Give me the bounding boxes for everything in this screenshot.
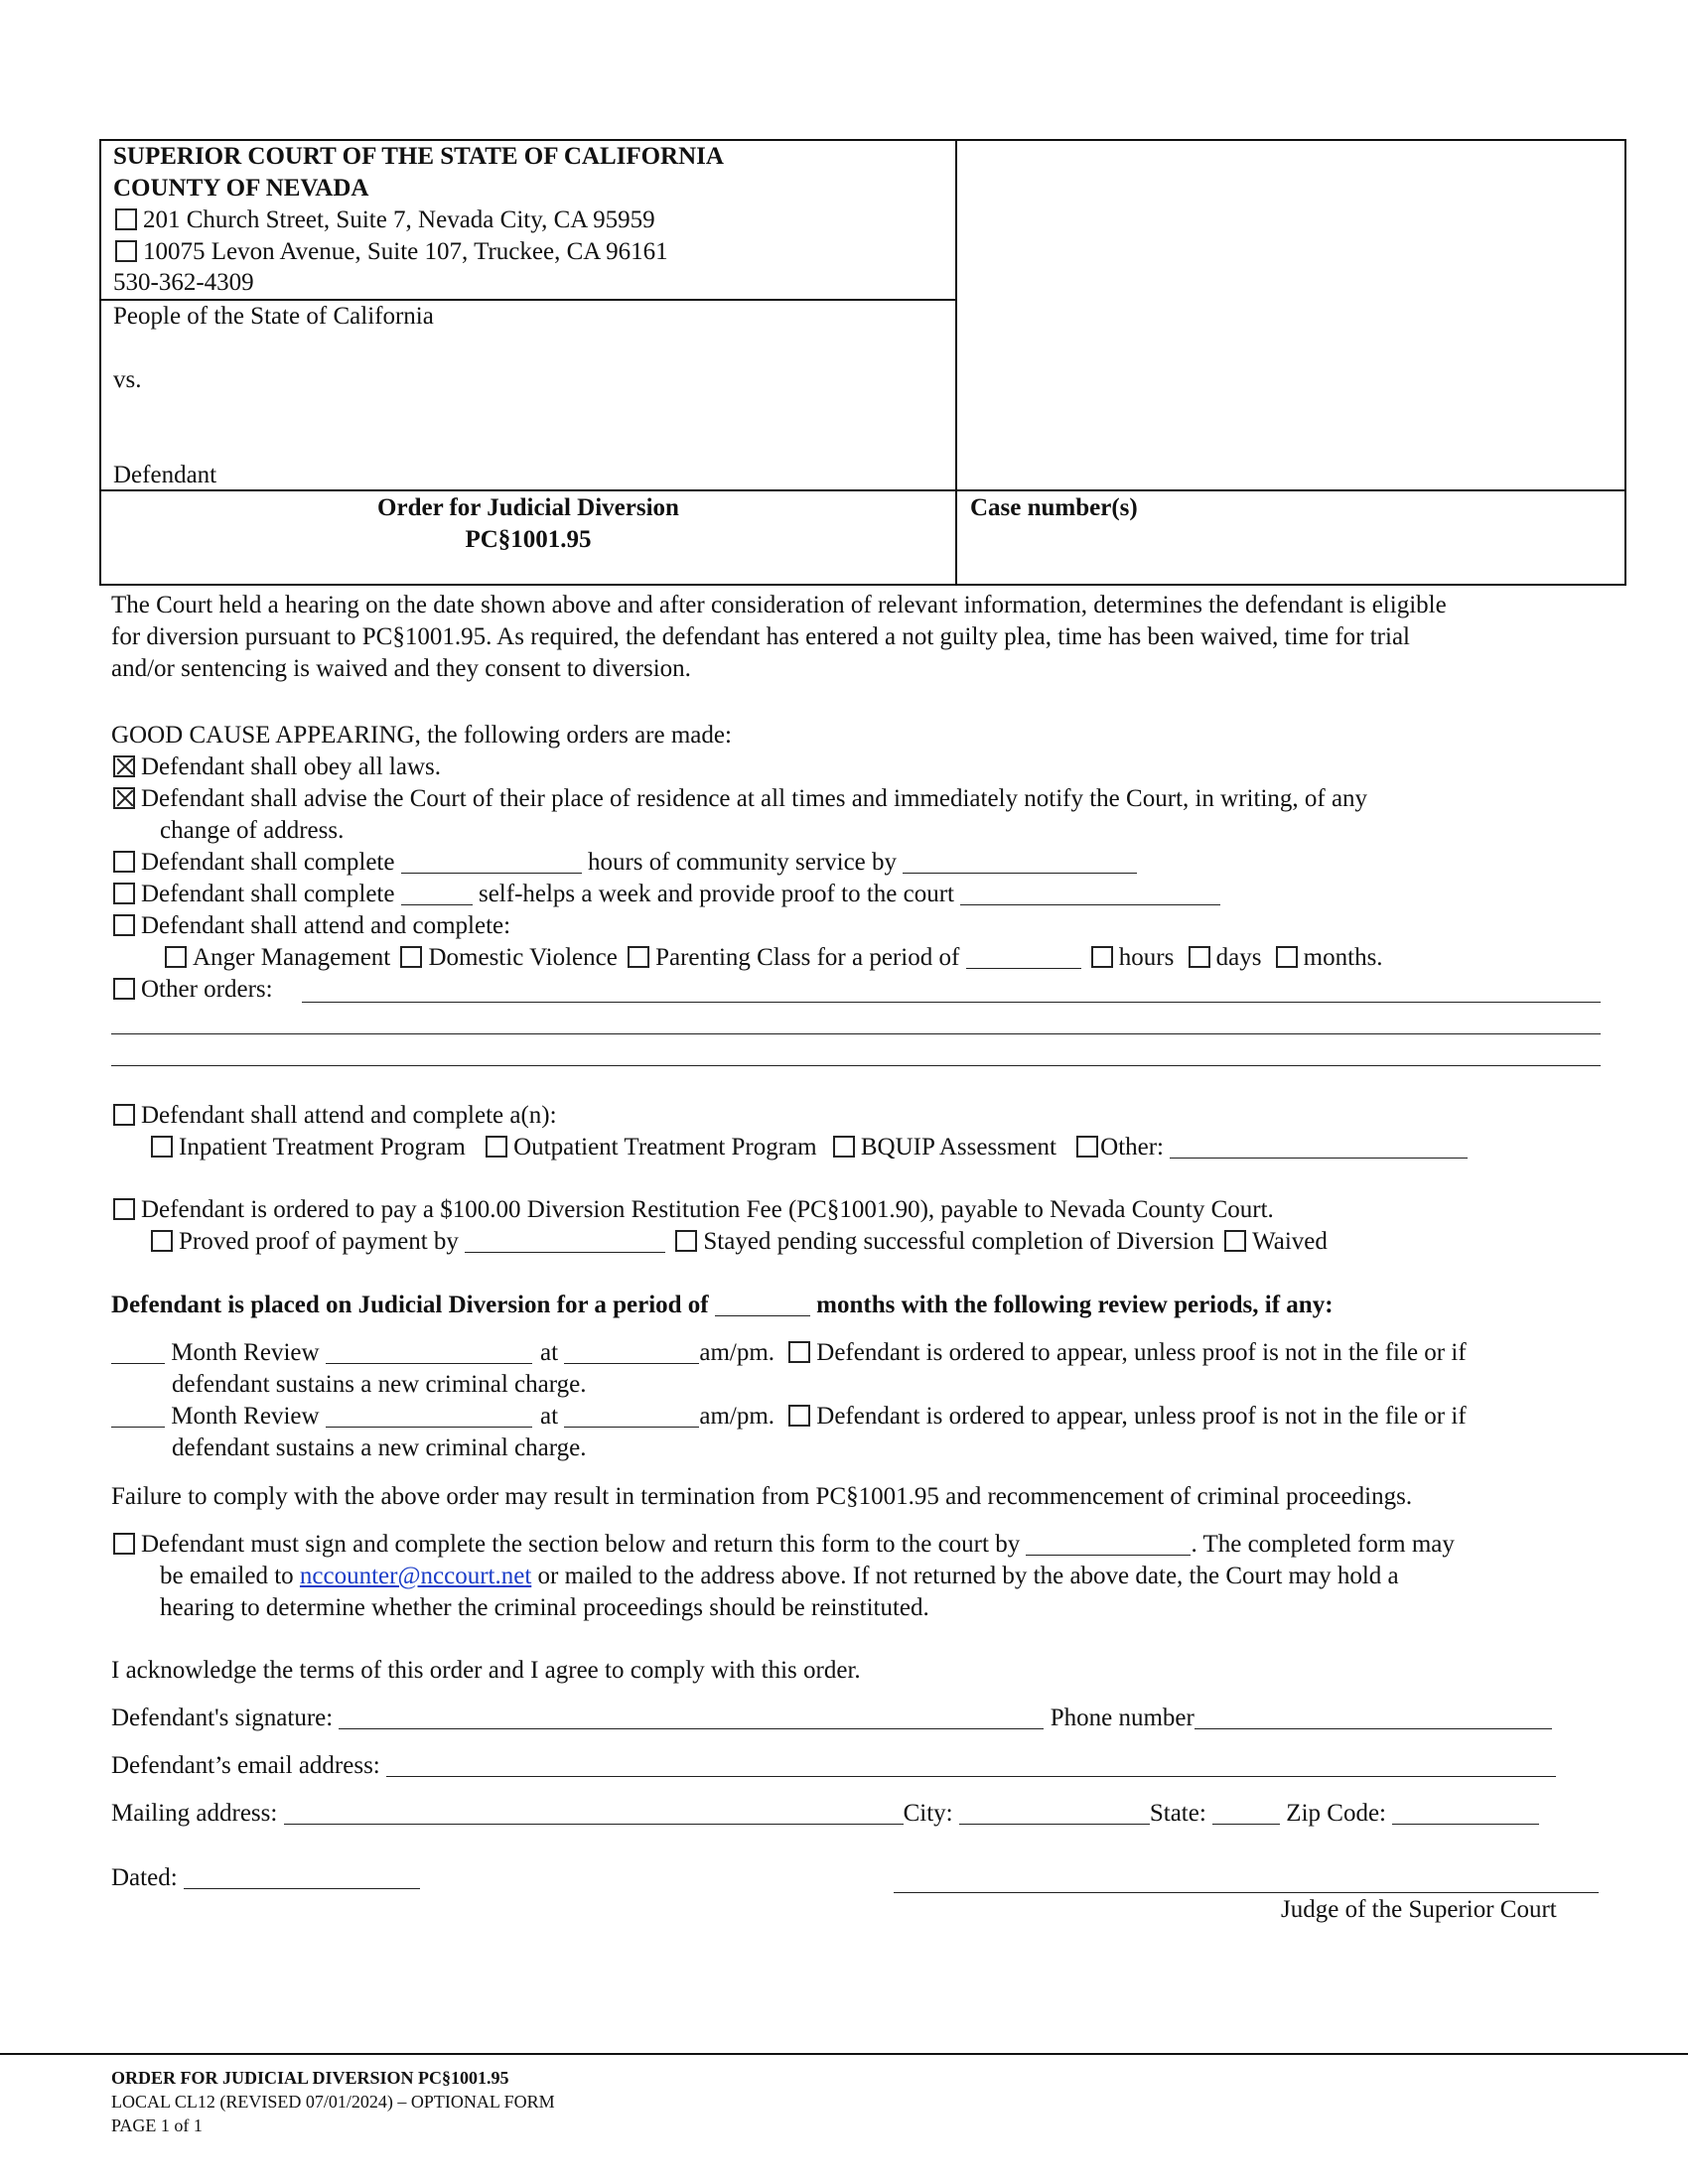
judge-label: Judge of the Superior Court xyxy=(1281,1896,1557,1923)
other-orders-line-2[interactable] xyxy=(111,1033,1601,1034)
self-help-count-field[interactable] xyxy=(401,883,473,905)
review-row-2 xyxy=(111,1401,1467,1433)
footer-page: PAGE 1 of 1 xyxy=(111,2116,203,2135)
proved-label: Proved proof of payment by xyxy=(179,1228,459,1255)
return-text-2b: or mailed to the address above. If not returned by the above date, the Court may hold a xyxy=(537,1563,1399,1589)
signature-label: Defendant's signature: xyxy=(111,1705,334,1731)
treatment-order xyxy=(113,1100,557,1132)
advise-residence-text: Defendant shall advise the Court of their place of residence at all times and immediately notify the Court, in writing, of any xyxy=(141,785,1368,812)
state-label: State: xyxy=(1149,1800,1206,1827)
review-2-time-field[interactable] xyxy=(564,1405,699,1428)
address-nevada-city: 201 Church Street, Suite 7, Nevada City, CA 95959 xyxy=(143,206,655,233)
fee-order xyxy=(113,1194,1274,1226)
review-2-date-field[interactable] xyxy=(326,1405,532,1428)
at-label-2: at xyxy=(540,1403,559,1430)
hours-checkbox[interactable] xyxy=(1091,946,1113,968)
other-orders-label: Other orders: xyxy=(141,976,273,1003)
header-right-top-box[interactable] xyxy=(955,139,1626,491)
self-help-proof-field[interactable] xyxy=(960,883,1220,905)
intro-line-1: The Court held a hearing on the date shown above and after consideration of relevant information, determines the defendant is eligible xyxy=(111,592,1447,618)
diversion-period xyxy=(111,1290,1334,1321)
review-row-1 xyxy=(111,1337,1467,1369)
at-label-1: at xyxy=(540,1339,559,1366)
months-checkbox[interactable] xyxy=(1276,946,1298,968)
return-line-3: hearing to determine whether the criminal proceedings should be reinstituted. xyxy=(160,1594,929,1621)
return-text-1b: . The completed form may xyxy=(1191,1531,1455,1558)
nevada-city-checkbox[interactable] xyxy=(115,208,137,230)
order-community-service xyxy=(113,847,1137,879)
diversion-months-field[interactable] xyxy=(715,1294,810,1316)
charge-text-1: defendant sustains a new criminal charge. xyxy=(172,1371,587,1398)
return-checkbox[interactable] xyxy=(113,1533,135,1555)
parenting-class-checkbox[interactable] xyxy=(628,946,649,968)
city-field[interactable] xyxy=(959,1802,1150,1825)
signature-field[interactable] xyxy=(339,1706,1044,1729)
class-options-row xyxy=(165,942,1383,974)
truckee-checkbox[interactable] xyxy=(115,240,137,262)
attend-complete-text: Defendant shall attend and complete: xyxy=(141,912,511,939)
dated-label: Dated: xyxy=(111,1864,178,1891)
phone-field[interactable] xyxy=(1195,1706,1552,1729)
review-2-months-field[interactable] xyxy=(111,1405,165,1428)
obey-laws-text: Defendant shall obey all laws. xyxy=(141,753,441,780)
court-phone: 530-362-4309 xyxy=(113,269,254,296)
signature-row xyxy=(111,1703,1552,1734)
community-hours-field[interactable] xyxy=(401,851,582,874)
charge-text-2: defendant sustains a new criminal charge. xyxy=(172,1434,587,1461)
return-date-field[interactable] xyxy=(1026,1533,1191,1556)
zip-field[interactable] xyxy=(1392,1802,1539,1825)
address-truckee: 10075 Levon Avenue, Suite 107, Truckee, CA 96161 xyxy=(143,238,668,265)
month-review-label-2: Month Review xyxy=(171,1403,320,1430)
domestic-violence-checkbox[interactable] xyxy=(400,946,422,968)
court-email-link[interactable]: nccounter@nccourt.net xyxy=(299,1563,532,1589)
appear-text-1: Defendant is ordered to appear, unless proof is not in the file or if xyxy=(816,1339,1467,1366)
fee-options-row xyxy=(151,1226,1328,1258)
mailing-label: Mailing address: xyxy=(111,1800,278,1827)
orders-heading: GOOD CAUSE APPEARING, the following orders are made: xyxy=(111,722,732,749)
inpatient-label: Inpatient Treatment Program xyxy=(179,1134,466,1160)
community-service-by-text: hours of community service by xyxy=(587,849,898,876)
order-obey-laws xyxy=(113,751,441,783)
county-name: COUNTY OF NEVADA xyxy=(113,175,369,202)
return-line-1 xyxy=(113,1529,1455,1561)
bquip-checkbox[interactable] xyxy=(833,1136,855,1158)
inpatient-checkbox[interactable] xyxy=(151,1136,173,1158)
diversion-review-text: months with the following review periods, if any: xyxy=(816,1292,1334,1318)
review-1-months-field[interactable] xyxy=(111,1341,165,1364)
zip-label: Zip Code: xyxy=(1286,1800,1386,1827)
proved-checkbox[interactable] xyxy=(151,1230,173,1252)
ack-statement: I acknowledge the terms of this order and I agree to comply with this order. xyxy=(111,1657,861,1684)
footer-title: ORDER FOR JUDICIAL DIVERSION PC§1001.95 xyxy=(111,2068,509,2088)
dated-row xyxy=(111,1862,420,1894)
review-2-appear-checkbox[interactable] xyxy=(788,1405,810,1427)
treatment-checkbox[interactable] xyxy=(113,1104,135,1126)
diversion-period-text: Defendant is placed on Judicial Diversion for a period of xyxy=(111,1292,709,1318)
waived-checkbox[interactable] xyxy=(1224,1230,1246,1252)
mailing-row xyxy=(111,1798,1539,1830)
payment-date-field[interactable] xyxy=(465,1230,665,1253)
state-field[interactable] xyxy=(1212,1802,1280,1825)
treatment-other-label: Other: xyxy=(1100,1134,1165,1160)
address-option-nevada-city xyxy=(115,205,655,236)
self-help-proof-text: self-helps a week and provide proof to the court xyxy=(478,881,954,907)
defendant-label: Defendant xyxy=(113,462,217,488)
order-other xyxy=(113,974,273,1006)
days-checkbox[interactable] xyxy=(1189,946,1210,968)
other-orders-line-1[interactable] xyxy=(302,1002,1601,1003)
city-label: City: xyxy=(903,1800,953,1827)
footer-form-number: LOCAL CL12 (REVISED 07/01/2024) – OPTIONAL FORM xyxy=(111,2092,555,2112)
address-option-truckee xyxy=(115,236,668,268)
form-code: PC§1001.95 xyxy=(465,526,592,553)
footer-divider xyxy=(0,2053,1688,2055)
stayed-checkbox[interactable] xyxy=(675,1230,697,1252)
self-help-text: Defendant shall complete xyxy=(141,881,395,907)
review-1-time-field[interactable] xyxy=(564,1341,699,1364)
stayed-label: Stayed pending successful completion of Diversion xyxy=(703,1228,1214,1255)
month-review-label-1: Month Review xyxy=(171,1339,320,1366)
dated-field[interactable] xyxy=(184,1866,420,1889)
treatment-heading: Defendant shall attend and complete a(n): xyxy=(141,1102,557,1129)
phone-label: Phone number xyxy=(1050,1705,1195,1731)
class-period-field[interactable] xyxy=(966,946,1081,969)
email-label: Defendant’s email address: xyxy=(111,1752,380,1779)
other-orders-checkbox[interactable] xyxy=(113,978,135,1000)
email-field[interactable] xyxy=(386,1754,1556,1777)
self-help-checkbox[interactable] xyxy=(113,883,135,904)
fee-checkbox[interactable] xyxy=(113,1198,135,1220)
fee-text: Defendant is ordered to pay a $100.00 Diversion Restitution Fee (PC§1001.90), payable to Nevada County Court. xyxy=(141,1196,1274,1223)
email-row xyxy=(111,1750,1556,1782)
failure-warning: Failure to comply with the above order may result in termination from PC§1001.95 and recommencement of criminal proceedings. xyxy=(111,1483,1413,1510)
outpatient-label: Outpatient Treatment Program xyxy=(513,1134,817,1160)
anger-management-checkbox[interactable] xyxy=(165,946,187,968)
treatment-other-field[interactable] xyxy=(1170,1136,1468,1159)
treatment-options-row xyxy=(151,1132,1468,1163)
attend-complete-checkbox[interactable] xyxy=(113,914,135,936)
form-title: Order for Judicial Diversion xyxy=(377,494,679,521)
days-label: days xyxy=(1215,944,1262,971)
waived-label: Waived xyxy=(1252,1228,1328,1255)
intro-line-2: for diversion pursuant to PC§1001.95. As required, the defendant has entered a not guilty plea, time has been waived, time for trial xyxy=(111,623,1410,650)
court-name: SUPERIOR COURT OF THE STATE OF CALIFORNIA xyxy=(113,143,724,170)
parenting-class-label: Parenting Class for a period of xyxy=(655,944,960,971)
review-1-appear-checkbox[interactable] xyxy=(788,1341,810,1363)
anger-management-label: Anger Management xyxy=(193,944,391,971)
order-advise-residence xyxy=(113,783,1367,815)
advise-residence-text-2: change of address. xyxy=(160,817,345,844)
return-line-2 xyxy=(160,1561,1399,1592)
people-label: People of the State of California xyxy=(113,303,434,330)
hours-label: hours xyxy=(1118,944,1175,971)
order-self-help xyxy=(113,879,1220,910)
ampm-label-1: am/pm. xyxy=(699,1339,775,1366)
advise-residence-checkbox[interactable] xyxy=(113,787,135,809)
community-service-date-field[interactable] xyxy=(903,851,1137,874)
bquip-label: BQUIP Assessment xyxy=(860,1134,1056,1160)
months-label: months. xyxy=(1303,944,1383,971)
community-service-checkbox[interactable] xyxy=(113,851,135,873)
return-text-1: Defendant must sign and complete the section below and return this form to the court by xyxy=(141,1531,1021,1558)
ampm-label-2: am/pm. xyxy=(699,1403,775,1430)
mailing-field[interactable] xyxy=(284,1802,904,1825)
return-text-2a: be emailed to xyxy=(160,1563,294,1589)
community-service-text: Defendant shall complete xyxy=(141,849,395,876)
intro-line-3: and/or sentencing is waived and they consent to diversion. xyxy=(111,655,691,682)
judge-signature-line[interactable] xyxy=(894,1892,1599,1893)
outpatient-checkbox[interactable] xyxy=(486,1136,507,1158)
review-1-date-field[interactable] xyxy=(326,1341,532,1364)
appear-text-2: Defendant is ordered to appear, unless proof is not in the file or if xyxy=(816,1403,1467,1430)
domestic-violence-label: Domestic Violence xyxy=(428,944,618,971)
obey-laws-checkbox[interactable] xyxy=(113,755,135,777)
order-attend-complete xyxy=(113,910,510,942)
other-orders-line-3[interactable] xyxy=(111,1065,1601,1066)
vs-label: vs. xyxy=(113,366,142,393)
case-number-label: Case number(s) xyxy=(970,494,1138,521)
treatment-other-checkbox[interactable] xyxy=(1076,1136,1098,1158)
